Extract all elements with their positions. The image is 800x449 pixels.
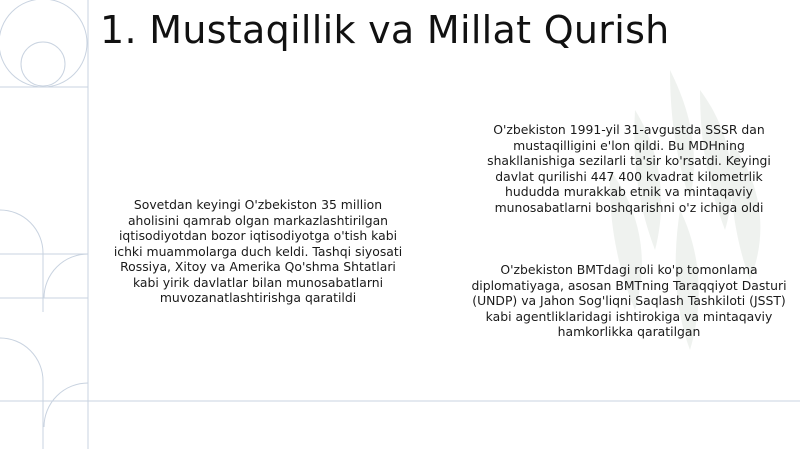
paragraph-right-bottom: O'zbekiston BMTdagi roli ko'p tomonlama diplomatiyaga, asosan BMTning Taraqqiyot Dasturi (UNDP) va Jahon Sog'liqni Saqlash Tashkiloti (JSST) kabi agentliklaridagi ishtirokiga va mintaqaviy hamkorlikka qaratilgan xyxy=(471,262,787,339)
paragraph-right-top: O'zbekiston 1991-yil 31-avgustda SSSR dan mustaqilligini e'lon qildi. Bu MDHning shakllanishiga sezilarli ta'sir ko'rsatdi. Keyingi davlat qurilishi 447 400 kvadrat kilometrlik hududda murakkab etnik va mintaqaviy munosabatlarni boshqarishni o'z ichiga oldi xyxy=(487,122,771,215)
paragraph-left: Sovetdan keyingi O'zbekiston 35 million aholisini qamrab olgan markazlashtirilgan iqtisodiyotdan bozor iqtisodiyotga o'tish kabi ichki muammolarga duch keldi. Tashqi siyosati Rossiya, Xitoy va Amerika Qo'shma Shtatlari kabi yirik davlatlar bilan munosabatlarni muvozanatlashtirishga qaratildi xyxy=(113,197,403,305)
slide-title: 1. Mustaqillik va Millat Qurish xyxy=(100,8,670,52)
